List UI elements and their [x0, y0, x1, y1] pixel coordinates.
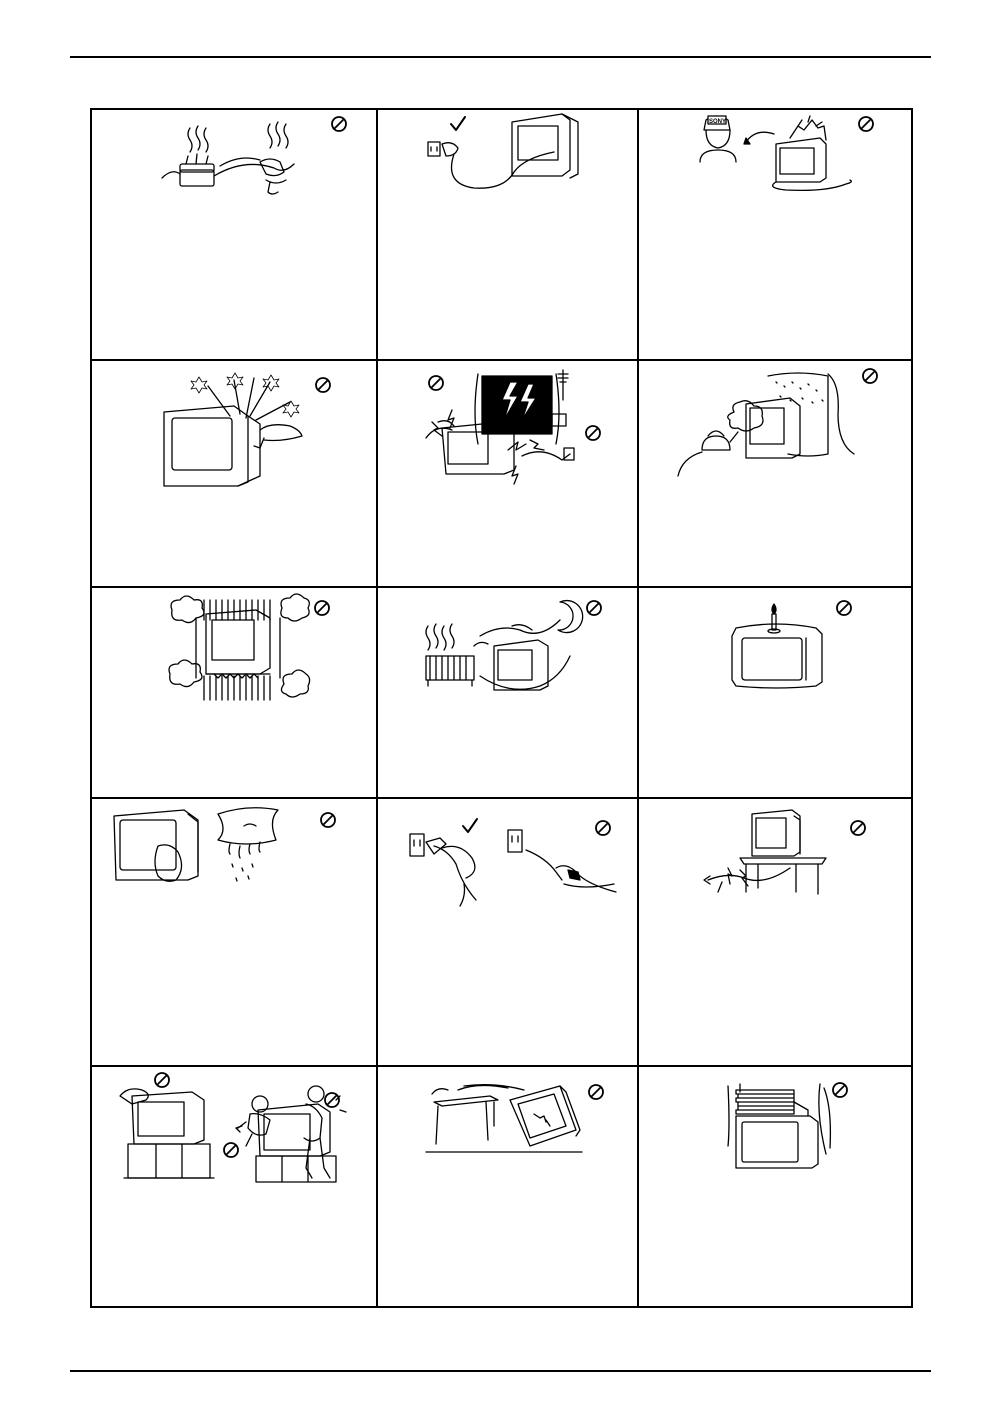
prohibited-icon [312, 598, 332, 618]
cord-under-stand-illustration [700, 808, 840, 900]
footer-rule [70, 1370, 931, 1372]
books-on-tv-illustration [724, 1080, 834, 1175]
prohibited-icon [848, 818, 868, 838]
candle-on-tv-illustration [730, 600, 830, 700]
falling-tv-illustration [424, 1080, 594, 1160]
prohibited-icon [318, 810, 338, 830]
prohibited-icon [313, 375, 333, 395]
prohibited-icon [221, 1140, 241, 1160]
prohibited-icon [583, 423, 603, 443]
svg-text:SONY: SONY [709, 119, 727, 125]
heater-sunlight-illustration [420, 596, 590, 706]
children-climbing-illustration [110, 1080, 350, 1190]
grid-divider-h2 [90, 586, 913, 588]
header-rule [70, 56, 931, 58]
plug-handling-illustration [404, 828, 624, 908]
grid-divider-h4 [90, 1065, 913, 1067]
prohibited-icon [329, 114, 349, 134]
grid-divider-h1 [90, 359, 913, 361]
prohibited-icon [860, 366, 880, 386]
lightning-storm-illustration [412, 370, 592, 485]
kettle-steam-illustration [672, 372, 872, 487]
grid-divider-v1 [376, 108, 378, 1308]
blocked-ventilation-illustration [160, 596, 310, 706]
prohibited-icon [593, 818, 613, 838]
cloth-cleaning-illustration [104, 806, 294, 896]
grid-divider-h3 [90, 797, 913, 799]
prohibited-icon [830, 1080, 850, 1100]
grid-divider-v2 [637, 108, 639, 1308]
prohibited-icon [322, 1090, 342, 1110]
prohibited-icon [834, 598, 854, 618]
sparks-into-openings-illustration [160, 372, 310, 487]
prohibited-icon [856, 114, 876, 134]
prohibited-icon [586, 1082, 606, 1102]
service-technician-illustration [692, 112, 862, 197]
overloaded-outlet-illustration [150, 118, 310, 208]
prohibited-icon [584, 598, 604, 618]
plug-in-outlet-illustration [420, 112, 610, 197]
